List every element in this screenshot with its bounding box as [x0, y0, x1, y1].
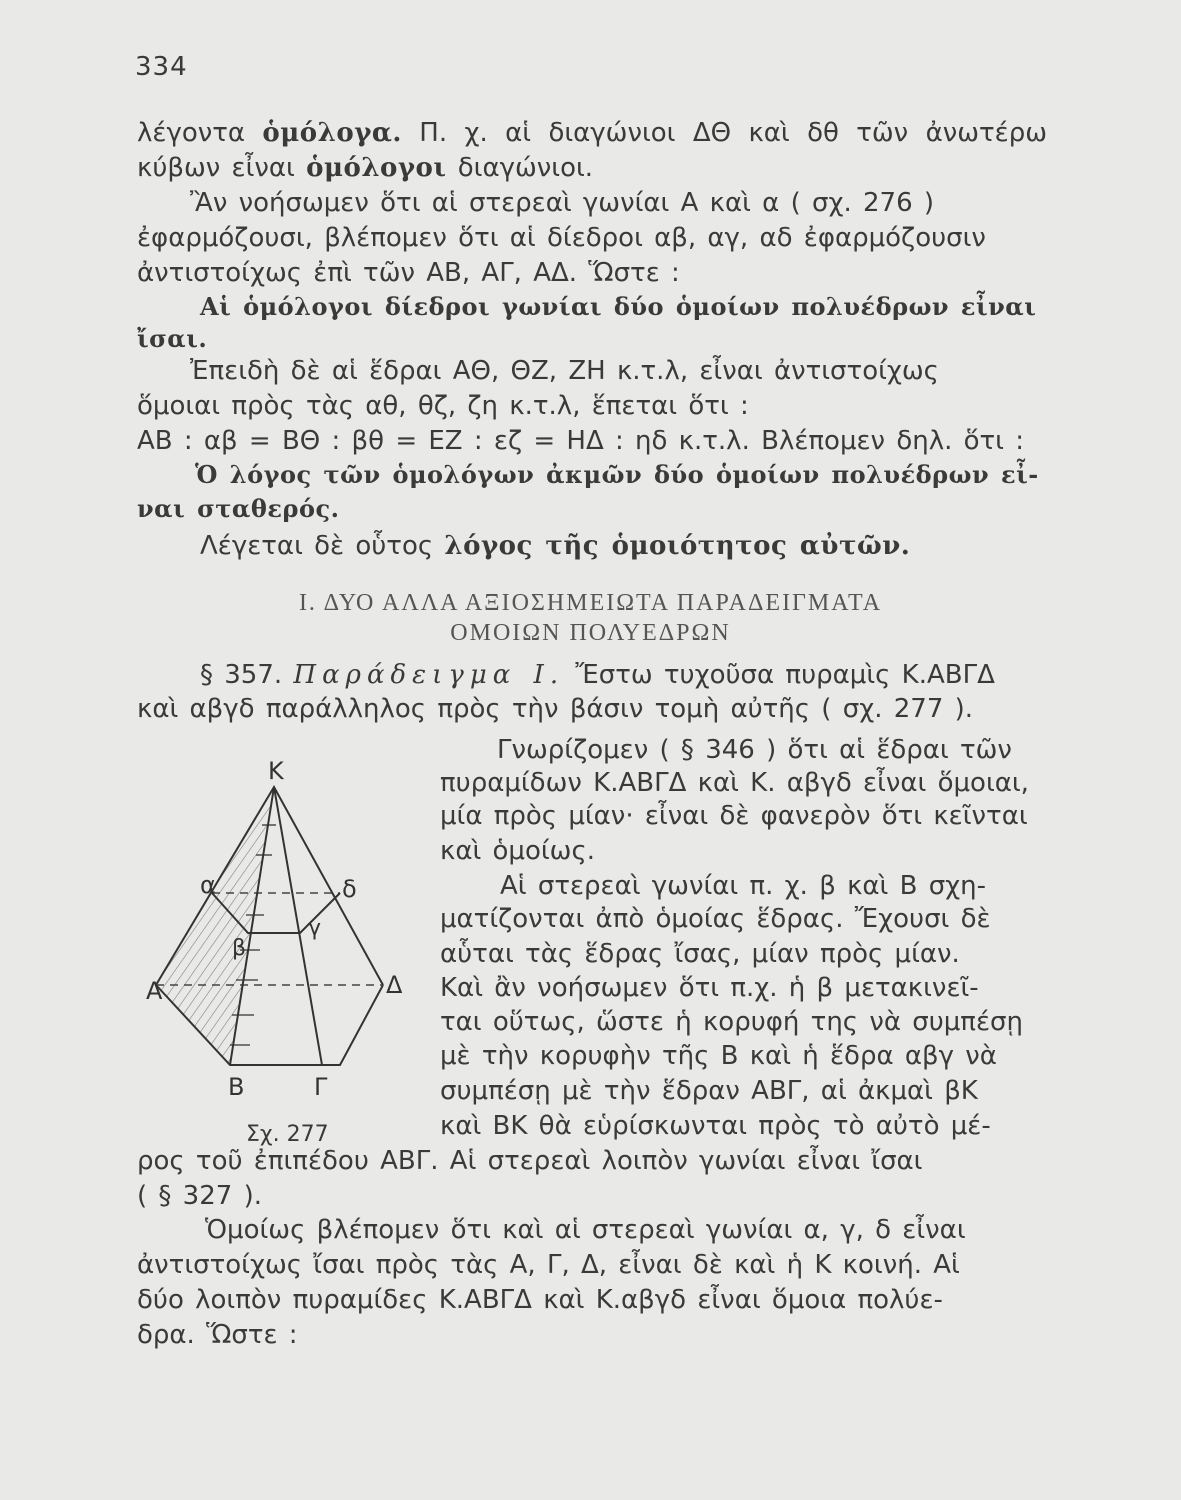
paragraph-line: καὶ ΒΚ θὰ εὑρίσκωνται πρὸς τὸ αὐτὸ μέ-: [440, 1111, 991, 1141]
section-heading: ΟΜΟΙΩΝ ΠΟΛΥΕΔΡΩΝ: [450, 620, 731, 646]
vertex-label-A: Α: [146, 977, 163, 1005]
section-number: § 357.: [200, 660, 294, 690]
bold-term: ὁμόλογοι: [306, 153, 447, 183]
theorem-line: ναι σταθερός.: [137, 494, 340, 523]
text: Π. χ. αἱ διαγώνιοι ΔΘ καὶ δθ τῶν ἀνωτέρω: [401, 118, 1047, 148]
paragraph-line: πυραμίδων Κ.ΑΒΓΔ καὶ Κ. αβγδ εἶναι ὅμοιαι,: [440, 768, 1029, 798]
paragraph-line: Ὁμοίως βλέπομεν ὅτι καὶ αἱ στερεαὶ γωνίαι α, γ, δ εἶναι: [205, 1215, 966, 1245]
section-heading: Ι. ΔΥΟ ΑΛΛΑ ΑΞΙΟΣΗΜΕΙΩΤΑ ΠΑΡΑΔΕΙΓΜΑΤΑ: [298, 590, 883, 616]
paragraph-line: ( § 327 ).: [137, 1181, 262, 1211]
paragraph-line: συμπέσῃ μὲ τὴν ἕδραν ΑΒΓ, αἱ ἀκμαὶ βΚ: [440, 1076, 978, 1106]
shaded-face: [156, 787, 274, 1065]
vertex-label-d: δ: [342, 875, 357, 903]
pyramid-figure: [140, 755, 430, 1155]
bold-term: ὁμόλογα.: [262, 118, 402, 148]
paragraph-line: Ἂν νοήσωμεν ὅτι αἱ στερεαὶ γωνίαι Α καὶ α ( σχ. 276 ): [190, 188, 935, 218]
text: λέγοντα: [137, 118, 263, 148]
paragraph-line: ἀντιστοίχως ἴσαι πρὸς τὰς Α, Γ, Δ, εἶναι δὲ καὶ ἡ Κ κοινή. Αἱ: [137, 1250, 960, 1280]
paragraph-line: Αἱ στερεαὶ γωνίαι π. χ. β καὶ Β σχη-: [500, 871, 987, 901]
text: κύβων εἶναι: [137, 153, 307, 183]
vertex-label-b: β: [232, 936, 247, 961]
bold-term: λόγος τῆς ὁμοιότητος αὐτῶν.: [444, 531, 911, 561]
paragraph-line: ἐφαρμόζουσι, βλέπομεν ὅτι αἱ δίεδροι αβ, αγ, αδ ἐφαρμόζουσιν: [137, 223, 986, 253]
theorem-line: Ὁ λόγος τῶν ὁμολόγων ἀκμῶν δύο ὁμοίων πολυέδρων εἶ-: [195, 460, 1039, 489]
vertex-label-a: α: [200, 871, 216, 899]
text: Ἔστω τυχοῦσα πυραμὶς Κ.ΑΒΓΔ: [564, 660, 995, 690]
paragraph-line: ὅμοιαι πρὸς τὰς αθ, θζ, ζη κ.τ.λ, ἕπεται ὅτι :: [137, 391, 749, 421]
figure-caption: Σχ. 277: [246, 1122, 329, 1147]
text: διαγώνιοι.: [446, 153, 594, 183]
paragraph-line: ται οὕτως, ὥστε ἡ κορυφή της νὰ συμπέσῃ: [440, 1007, 1023, 1037]
paragraph-line: [200, 531, 910, 561]
paragraph-line: μία πρὸς μίαν· εἶναι δὲ φανερὸν ὅτι κεῖνται: [440, 801, 1028, 831]
vertex-label-g: γ: [308, 916, 322, 941]
vertex-label-D: Δ: [386, 971, 403, 999]
paragraph-line: ματίζονται ἀπὸ ὁμοίας ἕδρας. Ἔχουσι δὲ: [440, 904, 991, 934]
paragraph-line: [137, 153, 593, 183]
equation-line: ΑΒ : αβ = ΒΘ : βθ = ΕΖ : εζ = ΗΔ : ηδ κ.τ.λ. Βλέπομεν δηλ. ὅτι :: [137, 426, 1025, 456]
paragraph-line: καὶ ὁμοίως.: [440, 836, 595, 866]
vertex-label-K: Κ: [268, 757, 284, 785]
paragraph-line: ἀντιστοίχως ἐπὶ τῶν ΑΒ, ΑΓ, ΑΔ. Ὥστε :: [137, 258, 680, 288]
paragraph-line: ρος τοῦ ἐπιπέδου ΑΒΓ. Αἱ στερεαὶ λοιπὸν γωνίαι εἶναι ἴσαι: [137, 1146, 923, 1176]
vertex-label-G: Γ: [314, 1073, 328, 1101]
paragraph-line: Καὶ ἂν νοήσωμεν ὅτι π.χ. ἡ β μετακινεῖ-: [440, 973, 979, 1003]
paragraph-line: Γνωρίζομεν ( § 346 ) ὅτι αἱ ἕδραι τῶν: [497, 735, 1012, 765]
example-label: Παράδειγμα Ι.: [293, 660, 565, 690]
theorem-line: ἴσαι.: [137, 324, 208, 353]
paragraph-line: καὶ αβγδ παράλληλος πρὸς τὴν βάσιν τομὴ αὐτῆς ( σχ. 277 ).: [137, 694, 974, 724]
paragraph-line: δρα. Ὥστε :: [137, 1320, 298, 1350]
text: Λέγεται δὲ οὗτος: [200, 531, 445, 561]
paragraph-line: Ἐπειδὴ δὲ αἱ ἕδραι ΑΘ, ΘΖ, ΖΗ κ.τ.λ, εἶναι ἀντιστοίχως: [190, 356, 939, 386]
page-number: 334: [135, 52, 188, 82]
paragraph-line: δύο λοιπὸν πυραμίδες Κ.ΑΒΓΔ καὶ Κ.αβγδ εἶναι ὅμοια πολύε-: [137, 1285, 943, 1315]
vertex-label-B: Β: [228, 1073, 245, 1101]
paragraph-line: μὲ τὴν κορυφὴν τῆς Β καὶ ἡ ἕδρα αβγ νὰ: [440, 1041, 997, 1071]
paragraph-line: αὗται τὰς ἕδρας ἴσας, μίαν πρὸς μίαν.: [440, 939, 960, 969]
paragraph-line: [137, 118, 1047, 148]
paragraph-line: [200, 660, 995, 690]
theorem-line: Αἱ ὁμόλογοι δίεδροι γωνίαι δύο ὁμοίων πολυέδρων εἶναι: [200, 292, 1037, 321]
